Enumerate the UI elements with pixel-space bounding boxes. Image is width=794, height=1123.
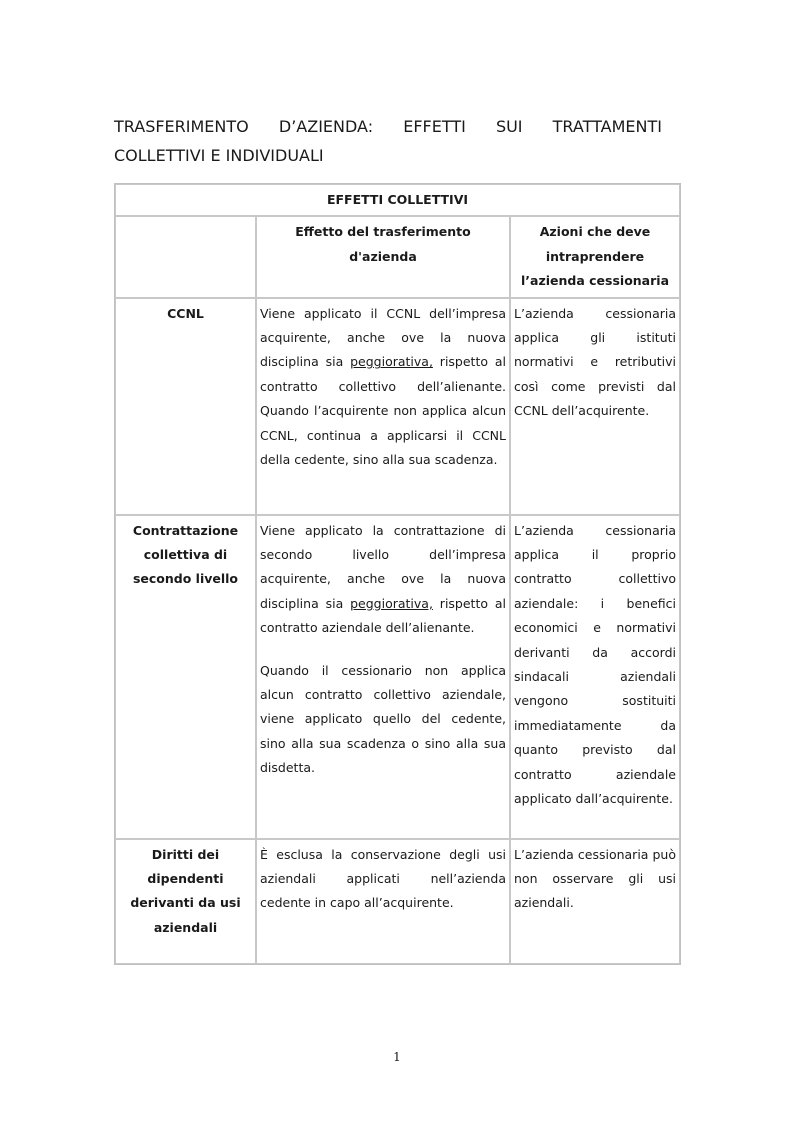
effects-table: [114, 183, 681, 965]
action-cell: L’azienda cessionaria applica gli istituti normativi e retributivi così come previsti dal CCNL dell’acquirente.: [510, 298, 680, 515]
table-header-row: [115, 184, 680, 216]
underlined-term: peggiorativa,: [350, 354, 433, 370]
effect-text: rispetto al contratto collettivo dell’alienante. Quando l’acquirente non applica alcun CCNL, continua a applicarsi il CCNL della cedente, sino alla sua scadenza.: [260, 354, 506, 468]
title-word: TRATTAMENTI: [552, 117, 662, 136]
underlined-term: peggiorativa,: [350, 595, 433, 611]
empty-header-cell: [115, 216, 256, 297]
table-row: [115, 515, 680, 839]
effect-cell: È esclusa la conservazione degli usi aziendali applicati nell’azienda cedente in capo all’acquirente.: [256, 839, 510, 964]
effect-text: Viene applicato il CCNL dell’impresa acquirente, anche ove la nuova disciplina sia: [260, 305, 506, 370]
table-main-header: EFFETTI COLLETTIVI: [115, 184, 680, 216]
title-line-2: COLLETTIVI E INDIVIDUALI: [114, 146, 324, 165]
table-row: [115, 839, 680, 964]
effect-cell: [256, 298, 510, 515]
column-header-row: [115, 216, 680, 297]
row-label-second-level: Contrattazione collettiva di secondo livello: [115, 515, 256, 839]
row-label-ccnl: CCNL: [115, 298, 256, 515]
column-header-effect: Effetto del trasferimento d'azienda: [256, 216, 510, 297]
table-row: [115, 298, 680, 515]
action-cell: L’azienda cessionaria può non osservare gli usi aziendali.: [510, 839, 680, 964]
effect-text: Viene applicato la contrattazione di secondo livello dell’impresa acquirente, anche ove la nuova disciplina sia: [260, 522, 506, 611]
title-word: SUI: [495, 117, 523, 136]
effect-text: rispetto al contratto aziendale dell’alienante.: [260, 595, 506, 636]
page-number: 1: [393, 1050, 401, 1064]
title-word: D’AZIENDA:: [278, 117, 374, 136]
title-line-1: [114, 112, 662, 141]
title-word: EFFETTI: [403, 117, 466, 136]
document-title: [114, 112, 662, 170]
action-cell: L’azienda cessionaria applica il proprio contratto collettivo aziendale: i benefici economici e normativi derivanti da accordi sindacali aziendali vengono sostituiti immediatamente da quanto previsto dal contratto aziendale applicato dall’acquirente.: [510, 515, 680, 839]
title-word: TRASFERIMENTO: [114, 117, 249, 136]
effect-cell: [256, 515, 510, 839]
column-header-actions: Azioni che deve intraprendere l’azienda cessionaria: [510, 216, 680, 297]
effect-paragraph: Quando il cessionario non applica alcun contratto collettivo aziendale, viene applicato quello del cedente, sino alla sua scadenza o sino alla sua disdetta.: [260, 662, 506, 776]
effect-paragraph: [260, 519, 506, 641]
row-label-usi-aziendali: Diritti dei dipendenti derivanti da usi aziendali: [115, 839, 256, 964]
